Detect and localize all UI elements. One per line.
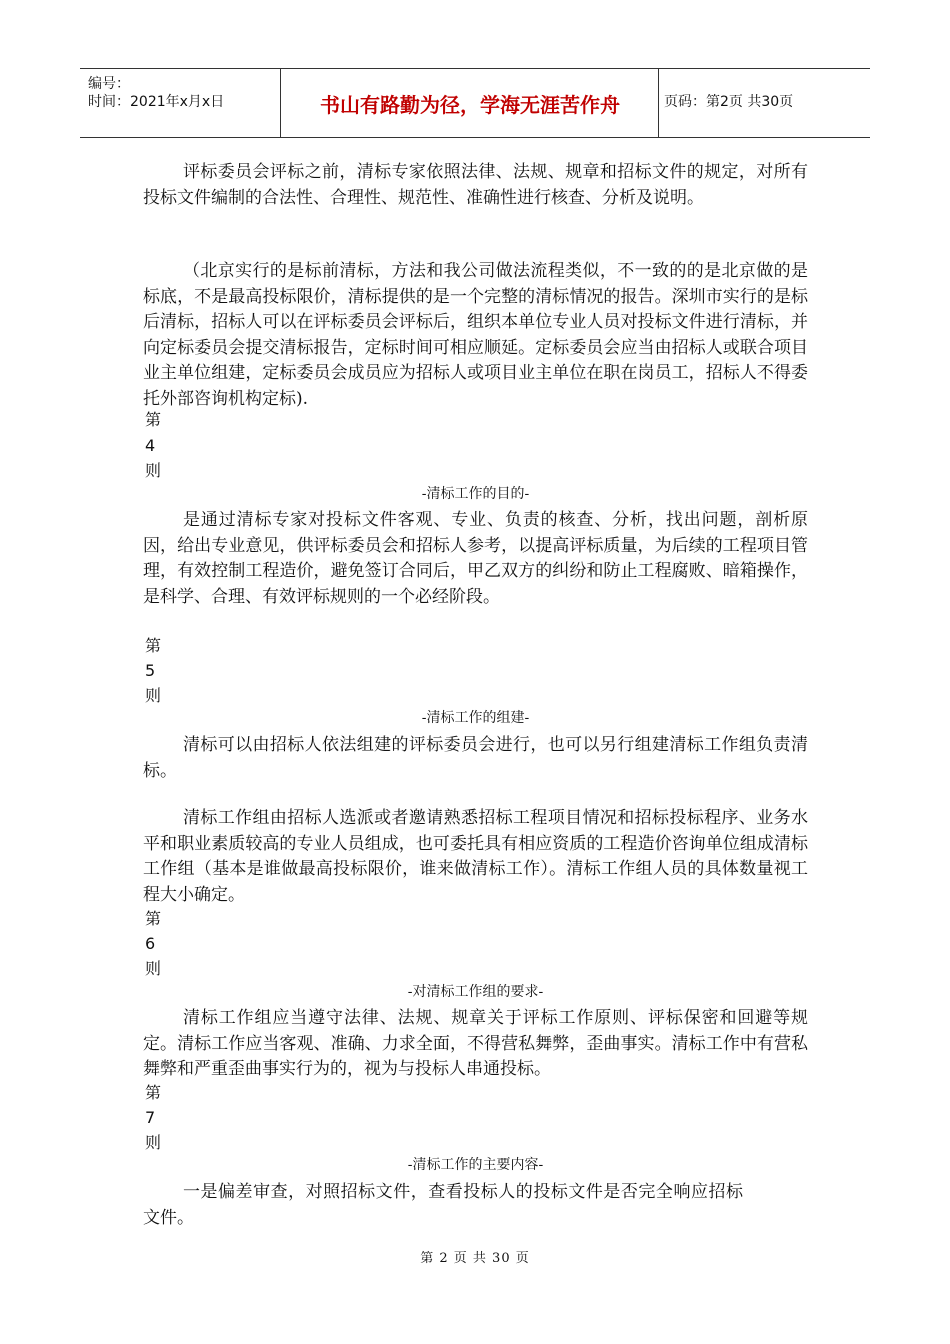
header-meta	[80, 69, 280, 137]
document-number: 编号：	[88, 76, 130, 92]
rule-prefix: 第	[145, 1083, 162, 1102]
header-divider	[280, 69, 281, 137]
section-heading: -对清标工作组的要求-	[407, 984, 544, 1000]
page-header	[80, 68, 870, 138]
header-motto: 书山有路勤为径，学海无涯苦作舟	[320, 92, 620, 117]
rule-prefix: 第	[145, 636, 162, 655]
rule-suffix: 则	[145, 461, 162, 480]
rule-prefix: 第	[145, 410, 162, 429]
rule-prefix: 第	[145, 909, 162, 928]
section-heading: -清标工作的组建-	[421, 710, 530, 726]
rule-suffix: 则	[145, 686, 162, 705]
paragraph: （北京实行的是标前清标，方法和我公司做法流程类似，不一致的的是北京做的是标底，不是最高投标限价，清标提供的是一个完整的清标情况的报告。深圳市实行的是标后清标，招标人可以在评标委员会评标后，组织本单位专业人员对投标文件进行清标，并向定标委员会提交清标报告，定标时间可相应顺延。定标委员会应当由招标人或联合项目业主单位组建，定标委员会成员应为招标人或项目业主单位在职在岗员工，招标人不得委托外部咨询机构定标).	[143, 261, 808, 409]
rule-number: 6	[145, 934, 156, 953]
rule-number: 5	[145, 661, 156, 680]
paragraph: 清标工作组由招标人选派或者邀请熟悉招标工程项目情况和招标投标程序、业务水平和职业素质较高的专业人员组成，也可委托具有相应资质的工程造价咨询单位组成清标工作组（基本是谁做最高投标限价，谁来做清标工作）。清标工作组人员的具体数量视工程大小确定。	[143, 808, 808, 905]
header-page-info: 页码：第2页 共30页	[664, 94, 794, 110]
rule-suffix: 则	[145, 1133, 162, 1152]
paragraph: 清标工作组应当遵守法律、法规、规章关于评标工作原则、评标保密和回避等规定。清标工作应当客观、准确、力求全面，不得营私舞弊，歪曲事实。清标工作中有营私舞弊和严重歪曲事实行为的，视为与投标人串通投标。	[143, 1008, 808, 1079]
header-divider	[658, 69, 659, 137]
document-date: 时间：2021年x月x日	[88, 94, 225, 110]
rule-number: 7	[145, 1108, 156, 1127]
section-heading: -清标工作的主要内容-	[407, 1157, 544, 1173]
paragraph: 是通过清标专家对投标文件客观、专业、负责的核查、分析，找出问题，剖析原因，给出专业意见，供评标委员会和招标人参考，以提高评标质量，为后续的工程项目管理，有效控制工程造价，避免签订合同后，甲乙双方的纠纷和防止工程腐败、暗箱操作，是科学、合理、有效评标规则的一个必经阶段。	[143, 510, 808, 607]
paragraph: 一是偏差审查，对照招标文件，查看投标人的投标文件是否完全响应招标文件。	[143, 1182, 743, 1228]
section-heading: -清标工作的目的-	[421, 486, 530, 502]
page-footer: 第 2 页 共 30 页	[420, 1251, 530, 1266]
paragraph: 清标可以由招标人依法组建的评标委员会进行，也可以另行组建清标工作组负责清标。	[143, 735, 808, 781]
rule-suffix: 则	[145, 959, 162, 978]
rule-number: 4	[145, 436, 156, 455]
paragraph: 评标委员会评标之前，清标专家依照法律、法规、规章和招标文件的规定，对所有投标文件编制的合法性、合理性、规范性、准确性进行核查、分析及说明。	[143, 162, 808, 208]
